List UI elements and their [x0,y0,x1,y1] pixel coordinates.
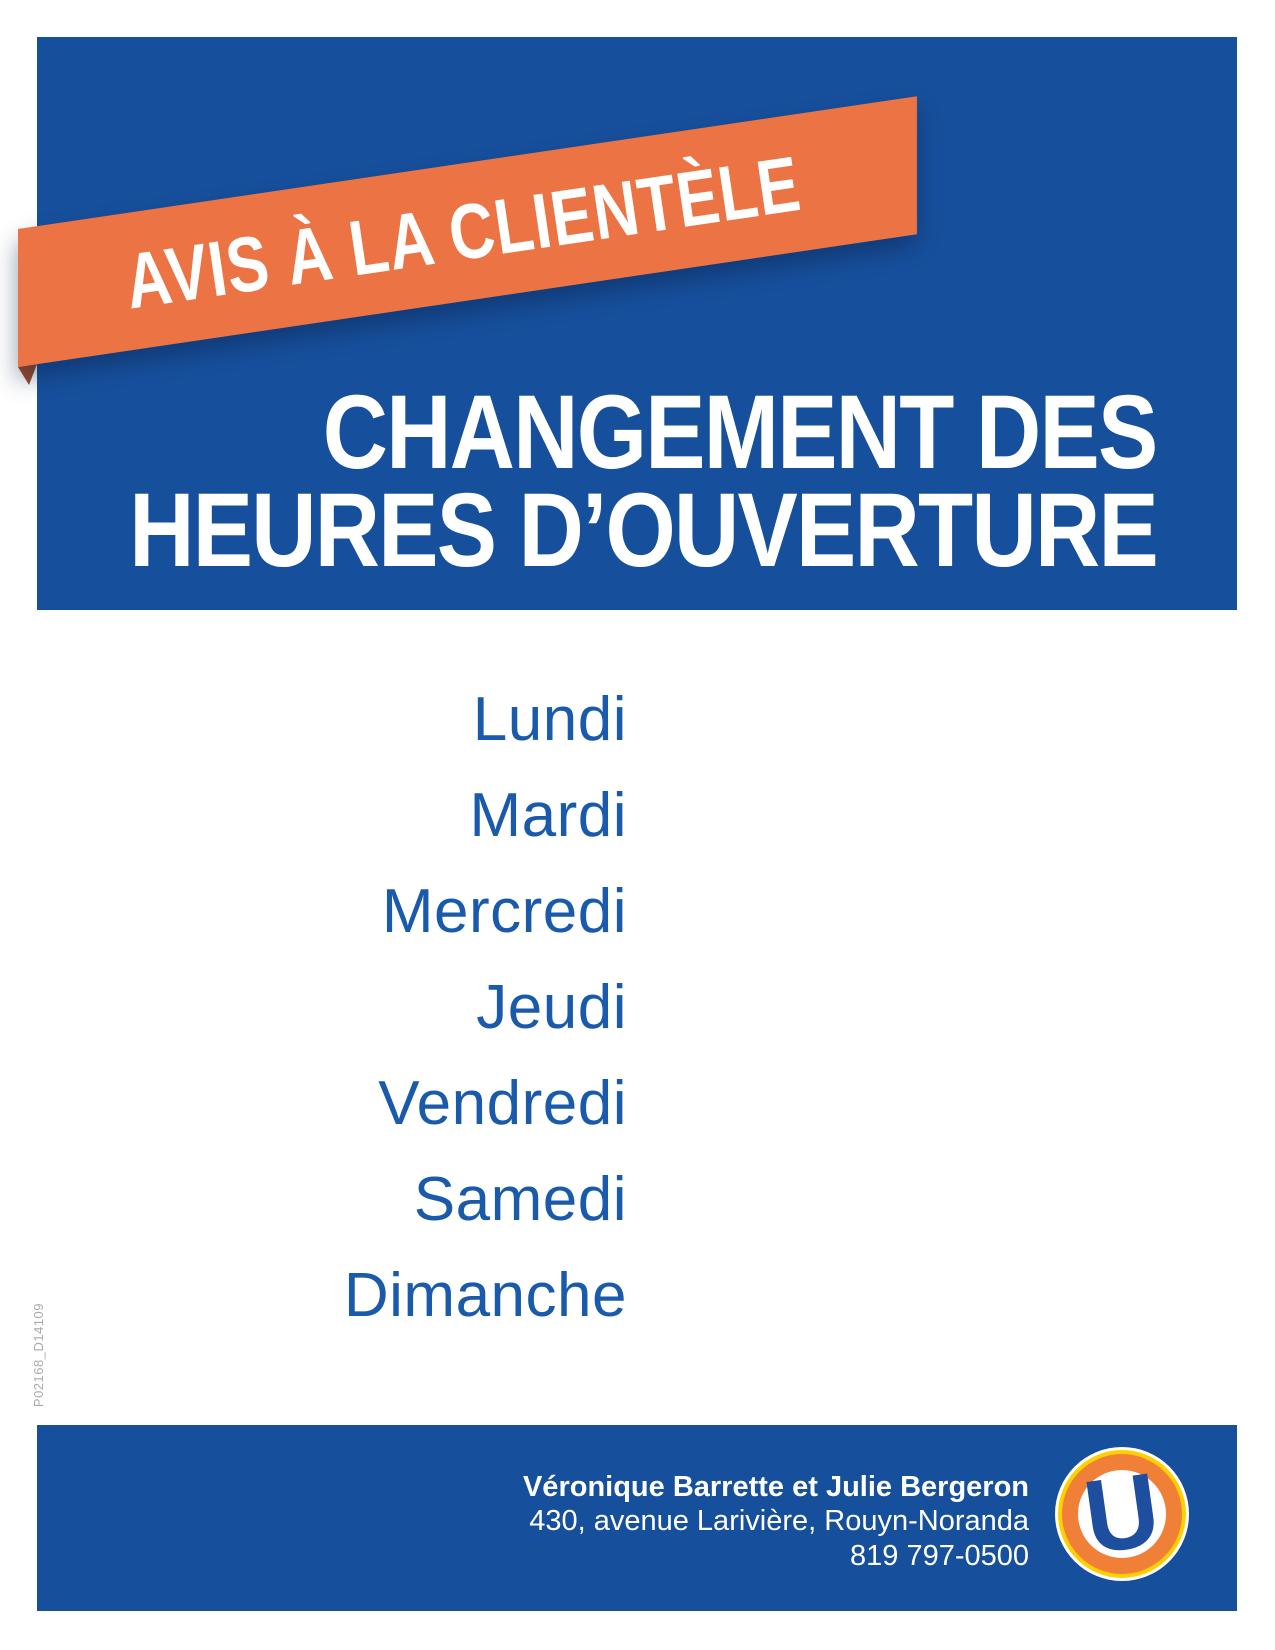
ribbon-fold-triangle [18,364,37,385]
day-friday: Vendredi [378,1069,627,1138]
footer-owners-line: Véronique Barrette et Julie Bergeron [522,1471,1029,1503]
brand-logo [1055,1447,1189,1581]
headline [0,374,1157,589]
headline-line-2: HEURES D’OUVERTURE [129,472,1157,589]
day-wednesday: Mercredi [381,877,627,946]
print-code: P02168_D14109 [31,1303,46,1408]
day-tuesday: Mardi [469,781,627,850]
headline-line-1: CHANGEMENT DES [323,374,1157,491]
day-thursday: Jeudi [476,973,627,1042]
ribbon-label: AVIS À LA CLIENTÈLE [119,138,806,326]
logo-u-letter: U [1077,1451,1167,1577]
days-list [0,672,627,1344]
day-monday: Lundi [472,685,627,754]
footer-phone-line: 819 797-0500 [850,1540,1029,1572]
day-sunday: Dimanche [343,1261,627,1330]
footer-address-line: 430, avenue Larivière, Rouyn-Noranda [529,1505,1029,1537]
day-saturday: Samedi [413,1165,627,1234]
footer-contact-block [523,1470,1029,1574]
